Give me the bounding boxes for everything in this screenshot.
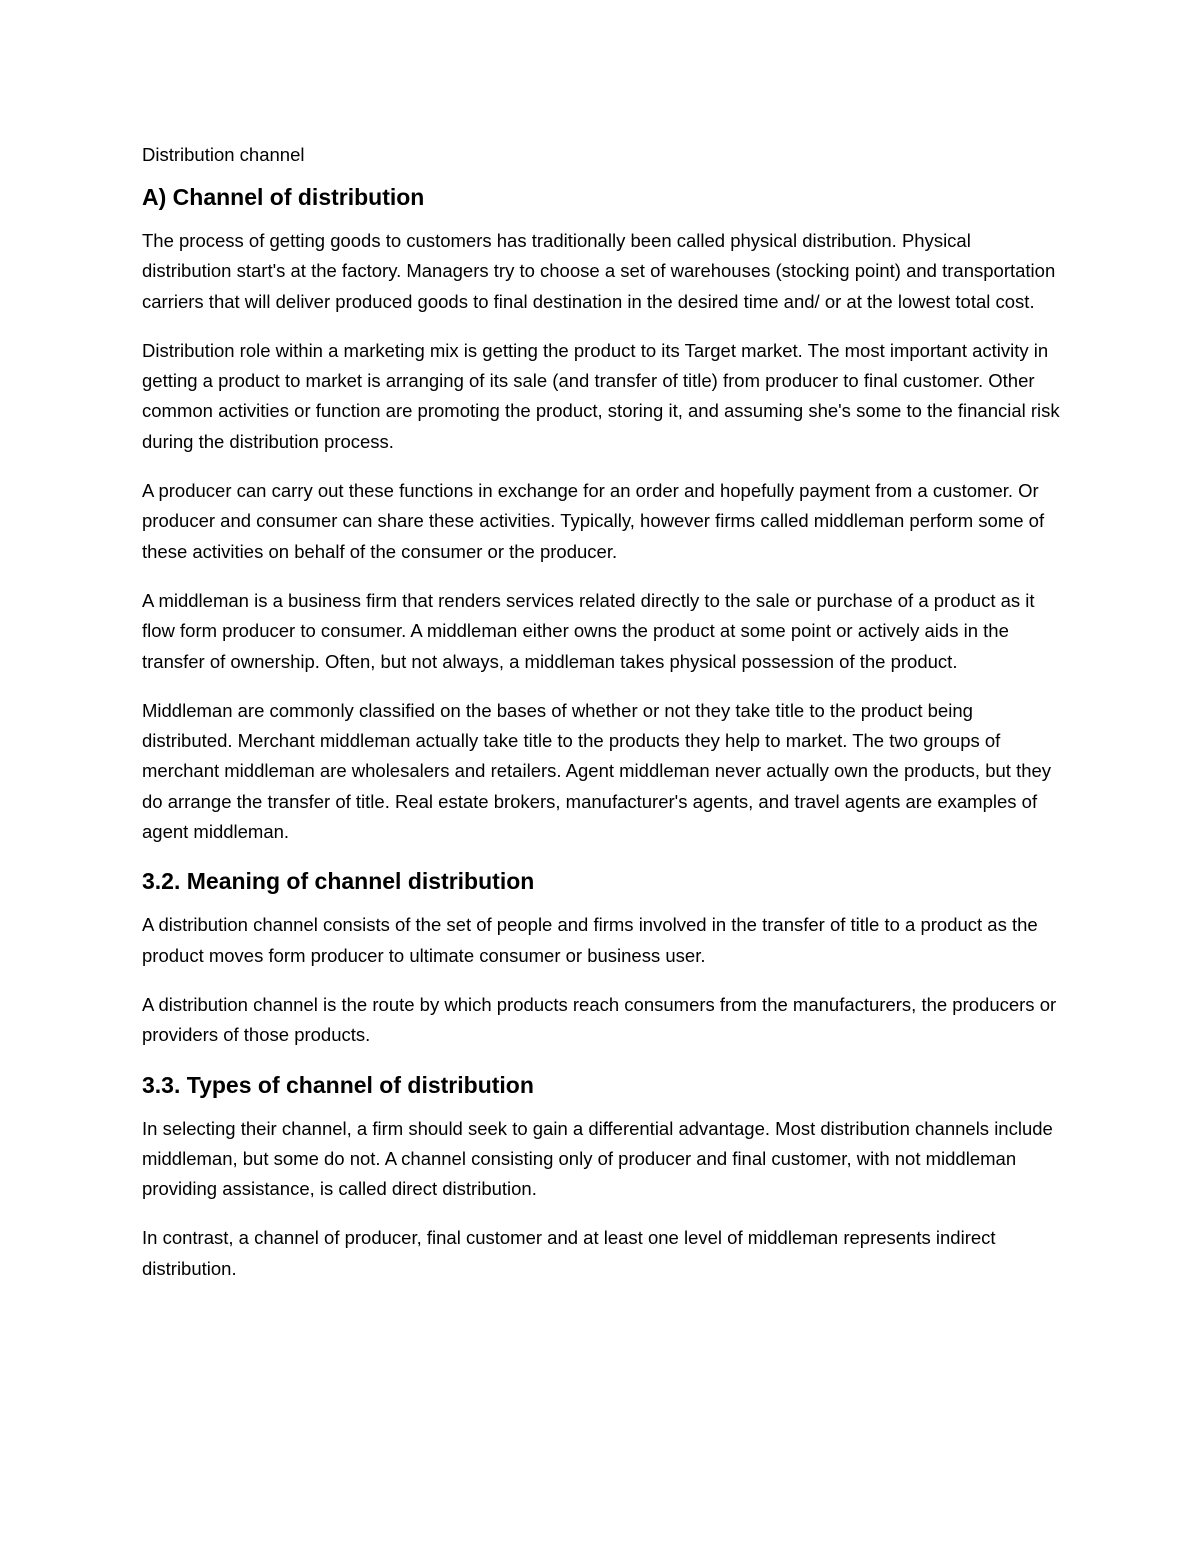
- section-3-2-heading: 3.2. Meaning of channel distribution: [142, 868, 535, 895]
- document-title: Distribution channel: [142, 144, 305, 165]
- paragraph: A distribution channel consists of the set of people and firms involved in the transfer of title to a product as the product moves form producer to ultimate consumer or business user.: [142, 914, 1038, 966]
- section-a-heading: A) Channel of distribution: [142, 184, 425, 210]
- section-3-3-heading: 3.3. Types of channel of distribution: [142, 1071, 534, 1098]
- paragraph: A producer can carry out these functions in exchange for an order and hopefully payment from a customer. Or producer and consumer can share these activities. Typically, however firms called middleman perform some of these activities on behalf of the consumer or the producer.: [142, 480, 1045, 562]
- paragraph: Distribution role within a marketing mix is getting the product to its Target market. The most important activity in getting a product to market is arranging of its sale (and transfer of title) from producer to final customer. Other common activities or function are promoting the product, storing it, and assuming she's some to the financial risk during the distribution process.: [142, 339, 1060, 452]
- document-page: [142, 140, 1062, 1303]
- paragraph: A distribution channel is the route by which products reach consumers from the manufacturers, the producers or providers of those products.: [142, 993, 1057, 1046]
- paragraph: Middleman are commonly classified on the bases of whether or not they take title to the product being distributed. Merchant middleman actually take title to the products they help to market. The two groups of merchant middleman are wholesalers and retailers. Agent middleman never actually own the products, but they do arrange the transfer of title. Real estate brokers, manufacturer's agents, and travel agents are examples of agent middleman.: [142, 699, 1052, 843]
- paragraph: A middleman is a business firm that renders services related directly to the sale or purchase of a product as it flow form producer to consumer. A middleman either owns the product at some point or actively aids in the transfer of ownership. Often, but not always, a middleman takes physical possession of the product.: [142, 589, 1035, 672]
- paragraph: The process of getting goods to customers has traditionally been called physical distribution. Physical distribution start's at the factory. Managers try to choose a set of warehouses (stocking point) and transportation carriers that will deliver produced goods to final destination in the desired time and/ or at the lowest total cost.: [142, 230, 1056, 312]
- paragraph: In contrast, a channel of producer, final customer and at least one level of middleman represents indirect distribution.: [142, 1227, 996, 1279]
- paragraph: In selecting their channel, a firm should seek to gain a differential advantage. Most distribution channels include middleman, but some do not. A channel consisting only of producer and final customer, with not middleman providing assistance, is called direct distribution.: [142, 1117, 1053, 1200]
